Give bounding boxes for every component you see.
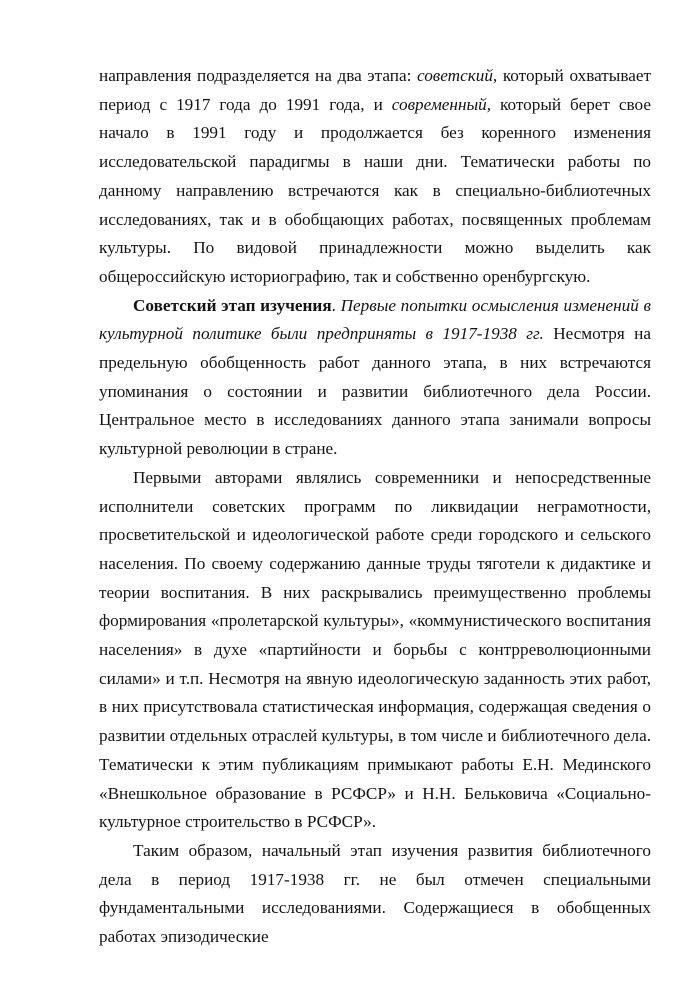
italic-term-soviet: советский, <box>417 66 498 85</box>
paragraph-text: направления подразделяется на два этапа: <box>99 66 417 85</box>
paragraph-1 <box>99 62 651 292</box>
document-body <box>99 62 651 952</box>
paragraph-text: . <box>331 295 341 315</box>
paragraph-3: Первыми авторами являлись современники и непосредственные исполнители советских программ по ликвидации неграмотности, просветительской и идеологической работе среди городского и сельского населения. По своему содержанию данные труды тяготели к дидактике и теории воспитания. В них раскрывались преимущественно проблемы формирования «пролетарской культуры», «коммунистического воспитания населения» в духе «партийности и борьбы с контрреволюционными силами» и т.п. Несмотря на явную идеологическую заданность этих работ, в них присутствовала статистическая информация, содержащая сведения о развитии отдельных отраслей культуры, в том числе и библиотечного дела. Тематически к этим публикациям примыкают работы Е.Н. Мединского «Внешкольное образование в РСФСР» и Н.Н. Бельковича «Социально-культурное строительство в РСФСР». <box>99 467 651 832</box>
paragraph-text: который берет свое начало в 1991 году и продолжается без коренного изменения исследовательской парадигмы в наши дни. Тематически работы по данному направлению встречаются как в специально-библиотечных исследованиях, так и в обобщающих работах, посвященных проблемам культуры. По видовой принадлежности можно выделить как общероссийскую историографию, так и собственно оренбургскую. <box>99 94 651 286</box>
italic-sentence: Первые попытки осмысления изменений в культурной политике были предприняты в 1917-1938 гг. <box>99 295 651 344</box>
section-heading-soviet-stage: Советский этап изучения <box>133 295 332 315</box>
paragraph-text: который охватывает период с 1917 года до 1991 года, и <box>99 66 652 114</box>
paragraph-text: Несмотря на предельную обобщенность работ данного этапа, в них встречаются упоминания о состоянии и развитии библиотечного дела России. Центральное место в исследованиях данного этапа занимали вопросы культурной революции в стране. <box>99 324 651 459</box>
paragraph-4: Таким образом, начальный этап изучения развития библиотечного дела в период 1917-1938 гг. не был отмечен специальными фундаментальными исследованиями. Содержащиеся в обобщенных работах эпизодические <box>99 840 651 947</box>
paragraph-2 <box>99 292 651 464</box>
italic-term-modern: современный, <box>391 94 492 114</box>
